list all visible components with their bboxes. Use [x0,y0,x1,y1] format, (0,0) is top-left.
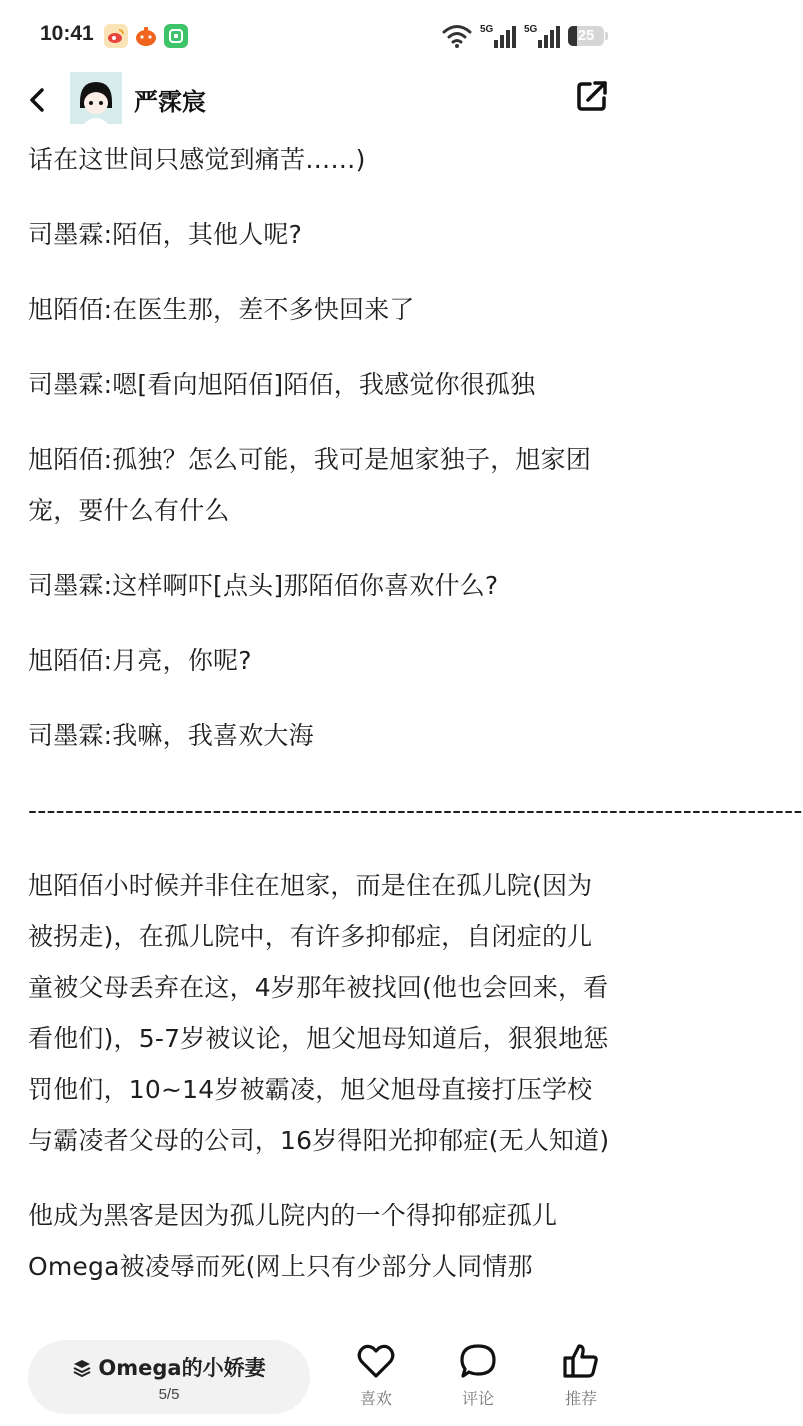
thumbs-up-icon [561,1342,601,1380]
like-button[interactable] [346,1342,406,1422]
wechat-green-icon [164,24,188,48]
paragraph: 话在这世间只感觉到痛苦……) [28,145,366,174]
article-body [28,134,803,1328]
paragraph: 旭陌佰:孤独？怎么可能，我可是旭家独子，旭家团宠，要什么有什么 [28,445,592,525]
signal-icon: 5G [480,22,516,50]
paragraph: 司墨霖:我嘛，我喜欢大海 [28,721,314,750]
back-button[interactable] [22,80,52,120]
like-label: 喜欢 [359,1389,392,1408]
weibo-icon [104,24,128,48]
collection-button[interactable] [28,1340,310,1414]
post-header [0,72,640,128]
status-time: 10:41 [40,22,94,45]
divider-text: ------------------------------------------------------------------------------------ [28,796,803,825]
paragraph: 旭陌佰小时候并非住在旭家，而是住在孤儿院(因为被拐走)，在孤儿院中，有许多抑郁症，自闭症的儿童被父母丢弃在这，4岁那年被找回(他也会回来，看看他们)，5-7岁被议论，旭父旭母知道后，狠狠地惩罚他们，10~14岁被霸凌，旭父旭母直接打压学校与霸凌者父母的公司，16岁得阳光抑郁症(无人知道) [28,871,610,1155]
share-icon [574,78,610,114]
wifi-icon [442,23,472,49]
recommend-button[interactable] [551,1342,611,1422]
heart-icon [356,1342,396,1380]
comment-label: 评论 [461,1389,494,1408]
paragraph: 旭陌佰:月亮，你呢? [28,646,252,675]
paragraph: 他成为黑客是因为孤儿院内的一个得抑郁症孤儿Omega被凌辱而死(网上只有少部分人同情那 [28,1201,558,1281]
recommend-label: 推荐 [564,1389,597,1408]
status-bar [0,0,640,72]
comment-icon [458,1342,498,1380]
paragraph: 旭陌佰:在医生那，差不多快回来了 [28,295,415,324]
battery-icon: 25 [568,26,604,46]
paragraph: 司墨霖:这样啊吓[点头]那陌佰你喜欢什么? [28,571,499,600]
page-indicator: 5/5 [158,1386,180,1403]
bottom-action-bar [0,1328,640,1426]
collection-title: Omega的小娇妻 [98,1356,266,1380]
paragraph: 司墨霖:陌佰，其他人呢? [28,220,303,249]
layers-icon [72,1358,92,1378]
status-indicators [442,20,604,52]
taobao-icon [134,24,158,48]
signal-icon-2: 5G [524,22,560,50]
chevron-left-icon [22,80,52,120]
avatar[interactable] [70,72,122,124]
share-button[interactable] [574,78,610,114]
paragraph: 司墨霖:嗯[看向旭陌佰]陌佰，我感觉你很孤独 [28,370,536,399]
comment-button[interactable] [448,1342,508,1422]
author-name[interactable]: 严霂宸 [134,88,206,116]
